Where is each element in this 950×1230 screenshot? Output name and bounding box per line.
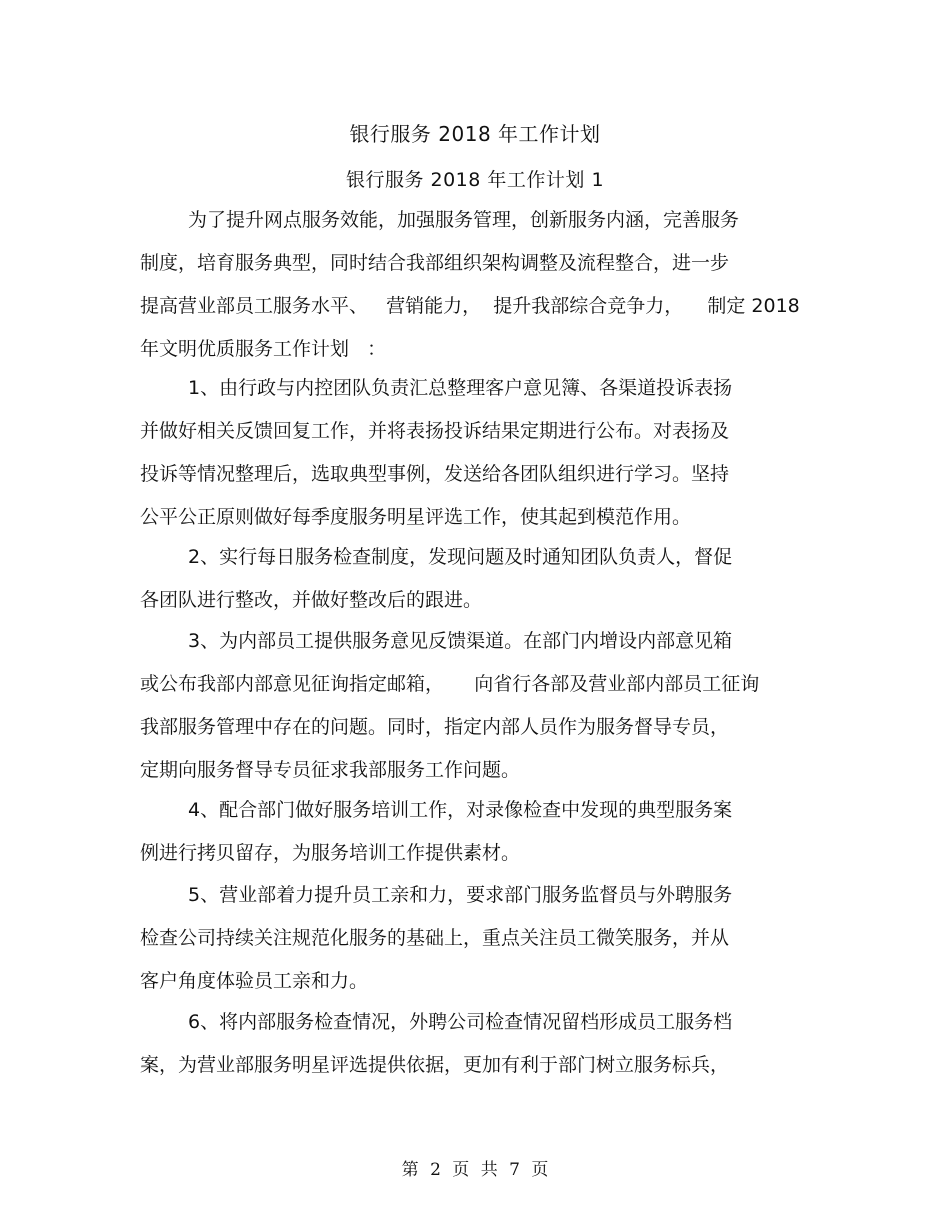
paragraph-line: 定期向服务督导专员征求我部服务工作问题。 — [140, 759, 521, 781]
paragraph-line: 案，为营业部服务明星评选提供依据，更加有利于部门树立服务标兵， — [140, 1054, 730, 1076]
paragraph-line: 或公布我部内部意见征询指定邮箱， 向省行各部及营业部内部员工征询 — [140, 673, 760, 695]
paragraph-line: 客户角度体验员工亲和力。 — [140, 970, 369, 992]
document-title: 银行服务 2018 年工作计划 — [349, 122, 601, 146]
paragraph-line: 我部服务管理中存在的问题。同时，指定内部人员作为服务督导专员， — [140, 716, 730, 738]
paragraph-line: 为了提升网点服务效能，加强服务管理，创新服务内涵，完善服务 — [188, 209, 740, 231]
paragraph-line: 制度，培育服务典型，同时结合我部组织架构调整及流程整合，进一步 — [140, 252, 730, 274]
paragraph-line: 年文明优质服务工作计划 ： — [140, 338, 387, 360]
paragraph-line: 5、营业部着力提升员工亲和力，要求部门服务监督员与外聘服务 — [188, 884, 733, 906]
document-subtitle: 银行服务 2018 年工作计划 1 — [345, 169, 605, 191]
paragraph-line: 公平公正原则做好每季度服务明星评选工作，使其起到模范作用。 — [140, 506, 692, 528]
paragraph-line: 3、为内部员工提供服务意见反馈渠道。在部门内增设内部意见箱 — [188, 630, 733, 652]
paragraph-line: 1、由行政与内控团队负责汇总整理客户意见簿、各渠道投诉表扬 — [188, 377, 733, 399]
paragraph-line: 检查公司持续关注规范化服务的基础上，重点关注员工微笑服务，并从 — [140, 927, 730, 949]
paragraph-line: 2、实行每日服务检查制度，发现问题及时通知团队负责人，督促 — [188, 546, 733, 568]
paragraph-line: 4、配合部门做好服务培训工作，对录像检查中发现的典型服务案 — [188, 799, 733, 821]
paragraph-line: 各团队进行整改，并做好整改后的跟进。 — [140, 589, 483, 611]
paragraph-line: 6、将内部服务检查情况，外聘公司检查情况留档形成员工服务档 — [188, 1011, 733, 1033]
paragraph-line: 例进行拷贝留存，为服务培训工作提供素材。 — [140, 842, 521, 864]
paragraph-line: 投诉等情况整理后，选取典型事例，发送给各团队组织进行学习。坚持 — [140, 463, 730, 485]
page-footer: 第 2 页 共 7 页 — [401, 1160, 549, 1180]
paragraph-line: 提高营业部员工服务水平、 营销能力， 提升我部综合竞争力， 制定 2018 — [140, 295, 800, 317]
paragraph-line: 并做好相关反馈回复工作，并将表扬投诉结果定期进行公布。对表扬及 — [140, 420, 730, 442]
